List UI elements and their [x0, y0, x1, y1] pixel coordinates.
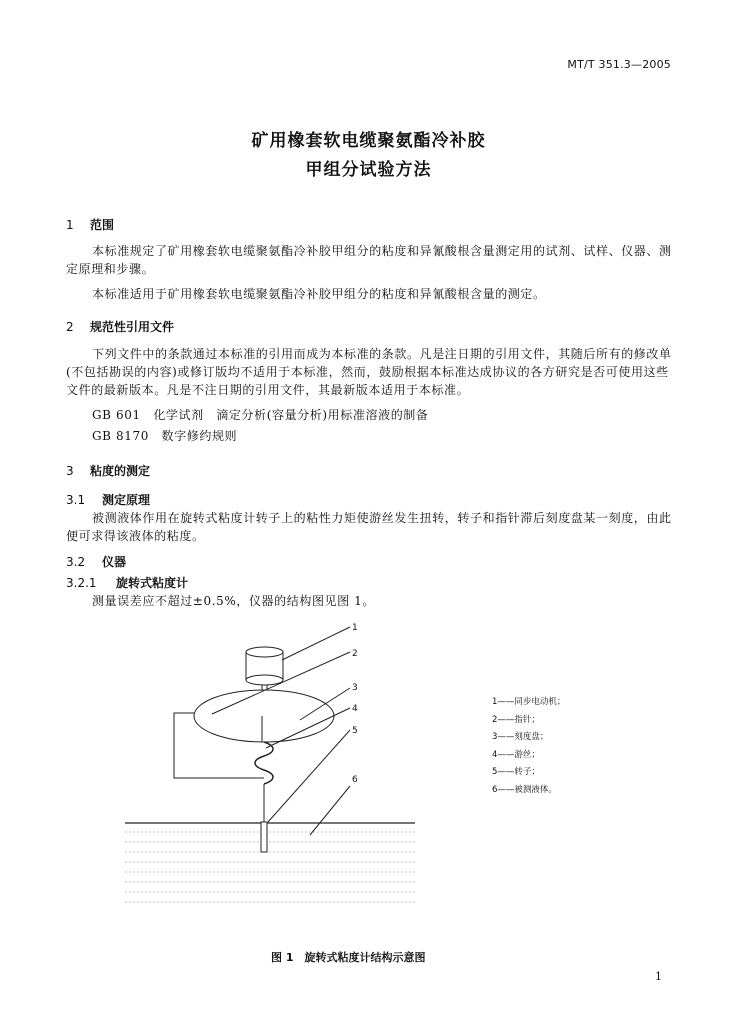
rotor [261, 822, 267, 852]
reference-gb8170: GB 8170 数字修约规则 [92, 429, 238, 443]
motor-bottom [246, 675, 283, 685]
section-3-2-1-heading: 3.2.1 旋转式粘度计 [66, 576, 189, 590]
section-3-2-1-paragraph: 测量误差应不超过±0.5%，仪器的结构图见图 1。 [92, 594, 375, 608]
section-3-1-heading: 3.1 测定原理 [66, 493, 151, 507]
figure-label-6: 6 [352, 775, 358, 785]
legend-item: 5——转子； [492, 767, 540, 777]
section-1-paragraph-2: 本标准适用于矿用橡套软电缆聚氨酯冷补胶甲组分的粘度和异氰酸根含量的测定。 [92, 287, 546, 301]
legend-item: 3——刻度盘； [492, 732, 549, 742]
figure-label-3: 3 [352, 683, 358, 693]
legend-item: 6——被测液体。 [492, 784, 557, 795]
legend-item: 4——游丝； [492, 749, 540, 760]
section-2-heading: 2 规范性引用文件 [66, 320, 175, 334]
figure-label-5: 5 [352, 726, 358, 736]
legend-item: 1——同步电动机； [492, 697, 566, 707]
section-3-heading: 3 粘度的测定 [66, 464, 151, 478]
figure-label-1: 1 [352, 623, 358, 633]
section-3-1-paragraph: 被测液体作用在旋转式粘度计转子上的粘性力矩使游丝发生扭转，转子和指针滞后刻度盘某一刻度，由此便可求得该液体的粘度。 [66, 511, 672, 543]
standard-code: MT/T 351.3—2005 [567, 58, 671, 71]
leader-5 [268, 730, 350, 822]
document-title-line2: 甲组分试验方法 [305, 160, 432, 180]
reference-gb601: GB 601 化学试剂 滴定分析(容量分析)用标准溶液的制备 [92, 408, 429, 422]
figure-caption: 图 1 旋转式粘度计结构示意图 [271, 951, 426, 964]
section-2-paragraph-1: 下列文件中的条款通过本标准的引用而成为本标准的条款。凡是注日期的引用文件，其随后所有的修改单(不包括勘误的内容)或修订版均不适用于本标准，然而，鼓励根据本标准达成协议的各方研究是否可使用这些文件的最新版本。凡是不注日期的引用文件，其最新版本适用于本标准。 [66, 347, 672, 397]
dial [194, 690, 334, 742]
liquid-hatching [125, 832, 415, 902]
document-title-line1: 矿用橡套软电缆聚氨酯冷补胶 [251, 131, 486, 151]
page-number: 1 [655, 970, 662, 983]
leader-6 [310, 786, 350, 835]
leader-1 [282, 627, 350, 660]
legend-item: 2——指针； [492, 714, 540, 725]
section-3-2-heading: 3.2 仪器 [66, 555, 127, 569]
section-1-heading: 1 范围 [66, 218, 115, 232]
figure-legend [492, 694, 565, 799]
section-1-paragraph-1: 本标准规定了矿用橡套软电缆聚氨酯冷补胶甲组分的粘度和异氰酸根含量测定用的试剂、试样、仪器、测定原理和步骤。 [66, 244, 672, 276]
figure-label-2: 2 [352, 649, 358, 659]
motor-top [246, 647, 283, 657]
figure-label-4: 4 [352, 704, 358, 714]
